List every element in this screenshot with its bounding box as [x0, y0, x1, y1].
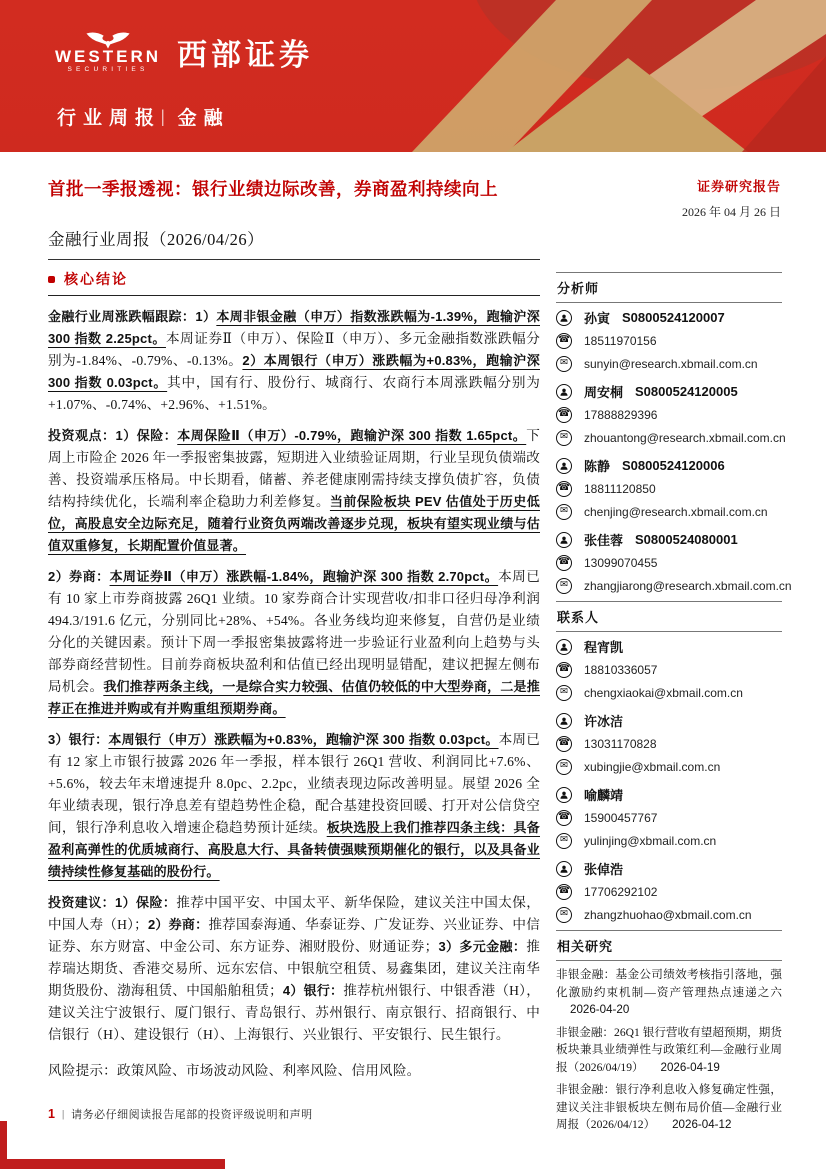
tagline-separator: |: [161, 106, 172, 126]
analyst-name: 张佳蓉: [584, 533, 624, 548]
text-segment: 本周已有 12 家上市银行披露 2026 年一季报，样本银行 26Q1 营收、利润同比+7.6%、+5.6%，较去年末增速提升 8.0pc、2.2pc，业绩表现边际改善明显。展望 2026 全年业绩表现，银行净息差有望趋势性企稳，配合基建投资回暖、打开对公信贷空间，银行净利息收入增速企稳趋势预计延续。: [48, 732, 540, 835]
contact-entry: [556, 632, 782, 706]
contact-phone-row: [556, 880, 782, 903]
analyst-phone: 17888829396: [584, 407, 658, 422]
report-body: [48, 306, 540, 1082]
text-segment: 2）本周银行（申万）涨跌幅为+0.83%，跑输沪深 300 指数 0.03pct。: [48, 353, 540, 390]
analyst-entry: [556, 525, 792, 599]
contact-name: 许冰洁: [584, 714, 624, 729]
person-icon: [556, 532, 572, 548]
person-icon: [556, 384, 572, 400]
text-segment: 板块选股上我们推荐四条主线：具备盈利高弹性的优质城商行、高股息大行、具备转债强赎预期催化的银行，以及具备业绩持续性修复基础的股份行。: [48, 820, 540, 879]
analyst-phone: 18811120850: [584, 481, 656, 496]
core-conclusion-header: [48, 269, 540, 296]
text-segment: 其中，国有行、股份行、城商行、农商行本周涨跌幅分别为+1.07%、-0.74%、+2.96%、+1.51%。: [48, 375, 541, 412]
contact-phone: 17706292102: [584, 884, 658, 899]
text-segment: 推荐杭州银行、中银香港（H），建议关注宁波银行、厦门银行、青岛银行、苏州银行、南京银行、招商银行、中信银行（H）、建设银行（H）、上海银行、兴业银行、平安银行、民生银行。: [48, 983, 540, 1042]
analyst-entry: [556, 303, 782, 377]
contact-phone: 13031170828: [584, 736, 657, 751]
phone-icon: ☎: [556, 810, 572, 826]
text-segment: 推荐中国平安、中国太平、新华保险，建议关注中国太保，中国人寿（H）；: [48, 895, 541, 932]
analyst-email-row: [556, 500, 782, 523]
report-type-label: 证券研究报告: [696, 179, 781, 194]
email-icon: ✉: [556, 759, 572, 775]
person-icon: [556, 861, 572, 877]
analyst-name-row: [556, 528, 782, 551]
analyst-phone-row: [556, 551, 782, 574]
analyst-email[interactable]: sunyin@research.xbmail.com.cn: [584, 356, 758, 371]
contact-phone-row: [556, 658, 782, 681]
email-icon: ✉: [556, 685, 572, 701]
analyst-email-row: [556, 352, 782, 375]
page-number: 1: [48, 1107, 55, 1121]
person-icon: [556, 787, 572, 803]
text-segment: 金融行业周涨跌幅跟踪：1）: [48, 309, 217, 324]
analyst-phone-row: [556, 329, 782, 352]
contact-entry: [556, 854, 782, 928]
analyst-phone-row: [556, 403, 782, 426]
text-segment: 投资观点：1）保险：: [48, 428, 178, 443]
logo-chinese-name: 西部证券: [177, 39, 313, 72]
related-research-item[interactable]: [556, 1081, 782, 1134]
related-research-date: 2026-04-19: [660, 1060, 720, 1074]
related-research-text: 非银金融：基金公司绩效考核指引落地，强化激励约束机制—资产管理热点速递之六: [556, 968, 782, 999]
contact-phone: 18810336057: [584, 662, 658, 677]
phone-icon: ☎: [556, 662, 572, 678]
analyst-email[interactable]: zhouantong@research.xbmail.com.cn: [584, 430, 786, 445]
analyst-phone-row: [556, 477, 782, 500]
paragraph-market-review: [48, 306, 540, 416]
analyst-name-row: [556, 380, 782, 403]
paragraph-view-brokers: [48, 566, 540, 720]
contact-email-row: [556, 681, 782, 704]
text-segment: 推荐国泰海通、华泰证券、广发证券、兴业证券、中信证券、东方财富、中金公司、东方证券、湘财股份、财通证券；: [48, 917, 540, 954]
person-icon: [556, 458, 572, 474]
banner-tagline: [57, 103, 230, 130]
contact-name: 喻麟靖: [584, 788, 624, 803]
analyst-cert-id: S0800524120006: [622, 458, 725, 473]
text-segment: 投资建议：1）保险：: [48, 895, 177, 910]
contact-phone: 15900457767: [584, 810, 658, 825]
analyst-entry: [556, 451, 782, 525]
paragraph-view-insurance: [48, 425, 540, 557]
text-segment: 风险提示：政策风险、市场波动风险、利率风险、信用风险。: [48, 1063, 421, 1078]
related-research-section-title: 相关研究: [556, 930, 782, 961]
company-logo: [55, 30, 313, 74]
contact-name-row: [556, 709, 782, 732]
phone-icon: ☎: [556, 736, 572, 752]
contact-email[interactable]: chengxiaokai@xbmail.com.cn: [584, 685, 743, 700]
logo-en-block: [55, 30, 161, 74]
logo-western-text: WESTERN: [55, 47, 161, 67]
analyst-name: 周安桐: [584, 385, 624, 400]
analyst-section-title: 分析师: [556, 272, 782, 303]
related-research-text: 非银金融：26Q1 银行营收有望超预期，期货板块兼具业绩弹性与政策红利—金融行业周报（2026/04/19）: [556, 1025, 782, 1074]
paragraph-risk-warning: [48, 1060, 540, 1082]
contact-entry: [556, 780, 782, 854]
text-segment: 2）券商：: [48, 569, 110, 584]
analyst-name: 陈静: [584, 459, 611, 474]
text-segment: 3）银行：: [48, 732, 109, 747]
contact-phone-row: [556, 806, 782, 829]
phone-icon: ☎: [556, 884, 572, 900]
text-segment: 本周银行（申万）涨跌幅为+0.83%，跑输沪深 300 指数 0.03pct。: [108, 732, 499, 747]
report-title: 首批一季报透视：银行业绩边际改善，券商盈利持续向上: [48, 179, 498, 199]
person-icon: [556, 713, 572, 729]
email-icon: ✉: [556, 907, 572, 923]
text-segment: 本周已有 10 家上市券商披露 26Q1 业绩。10 家券商合计实现营收/扣非口径归母净利润 494.3/191.6 亿元，分别同比+28%、+54%。各业务线均迎来修复，自营仍是业绩分化的关键因素。预计下周一季报密集披露将进一步验证行业盈利向上趋势与头部券商经营韧性。目前券商板块盈利和估值已经出现明显错配，建议把握左侧布局机会。: [48, 569, 540, 694]
phone-icon: ☎: [556, 333, 572, 349]
analyst-name-row: [556, 306, 782, 329]
related-research-item[interactable]: [556, 966, 782, 1019]
text-segment: 我们推荐两条主线，一是综合实力较强、估值仍较低的中大型券商，二是推荐正在推进并购或有并购重组预期券商。: [48, 679, 540, 716]
contact-name-row: [556, 857, 782, 880]
report-subtitle: 金融行业周报（2026/04/26）: [48, 226, 540, 260]
analyst-email-row: [556, 574, 792, 597]
tagline-industry: 金融: [177, 108, 230, 129]
analyst-name-row: [556, 454, 782, 477]
report-date: 2026 年 04 月 26 日: [681, 205, 781, 219]
contact-name-row: [556, 783, 782, 806]
analyst-phone: 18511970156: [584, 333, 657, 348]
contact-email-row: [556, 755, 782, 778]
text-segment: 本周保险Ⅱ（申万）-0.79%，跑输沪深 300 指数 1.65pct。: [177, 428, 527, 443]
footer: [48, 1106, 313, 1122]
analyst-email-row: [556, 426, 786, 449]
analyst-name: 孙寅: [584, 311, 611, 326]
paragraph-investment-advice: [48, 892, 540, 1046]
contact-email[interactable]: yulinjing@xbmail.com.cn: [584, 833, 717, 848]
related-research-date: 2026-04-20: [570, 1003, 630, 1016]
text-segment: 当前保险板块 PEV 估值处于历史低位，高股息安全边际充足，随着行业资负两端改善逐步兑现，板块有望实现业绩与估值双重修复，长期配置价值显著。: [48, 494, 540, 553]
text-segment: 4）银行：: [282, 983, 344, 998]
footer-separator: |: [61, 1108, 65, 1120]
email-icon: ✉: [556, 578, 572, 594]
email-icon: ✉: [556, 430, 572, 446]
text-segment: 3）多元金融：: [438, 939, 527, 954]
analyst-entry: [556, 377, 786, 451]
related-research-item[interactable]: [556, 1024, 782, 1077]
email-icon: ✉: [556, 356, 572, 372]
related-research-date: 2026-04-12: [672, 1118, 732, 1131]
analyst-phone: 13099070455: [584, 555, 658, 570]
report-meta: [556, 176, 781, 220]
contact-phone-row: [556, 732, 782, 755]
text-segment: 下周上市险企 2026 年一季报密集披露，短期进入业绩验证周期，行业呈现负债端改善、投资端承压格局。中长期看，储蓄、养老健康刚需持续支撑负债扩容，负债结构持续优化，长端利率企稳助力利差修复。: [48, 428, 541, 509]
analyst-cert-id: S0800524120005: [635, 384, 738, 399]
header-banner: [0, 0, 826, 152]
sidebar: [556, 272, 792, 1134]
text-segment: 本周证券Ⅱ（申万）、保险Ⅱ（申万）、多元金融指数涨跌幅分别为-1.84%、-0.79%、-0.13%。: [48, 331, 540, 368]
email-icon: ✉: [556, 833, 572, 849]
person-icon: [556, 639, 572, 655]
contact-email-row: [556, 903, 782, 926]
analyst-cert-id: S0800524080001: [635, 532, 738, 547]
footer-corner-bar-horizontal: [0, 1159, 225, 1169]
contact-section-title: 联系人: [556, 601, 782, 632]
contact-email[interactable]: zhangzhuohao@xbmail.com.cn: [584, 907, 752, 922]
text-segment: 本周非银金融（申万）指数涨跌幅为-1.39%，跑输沪深 300 指数 2.25pct。: [48, 309, 540, 346]
phone-icon: ☎: [556, 481, 572, 497]
footer-disclaimer: 请务必仔细阅读报告尾部的投资评级说明和声明: [71, 1109, 313, 1121]
contact-entry: [556, 706, 782, 780]
person-icon: [556, 310, 572, 326]
analyst-email[interactable]: zhangjiarong@research.xbmail.com.cn: [584, 578, 792, 593]
phone-icon: ☎: [556, 407, 572, 423]
contact-email-row: [556, 829, 782, 852]
contact-name-row: [556, 635, 782, 658]
contact-email[interactable]: xubingjie@xbmail.com.cn: [584, 759, 721, 774]
text-segment: 本周证券Ⅱ（申万）涨跌幅-1.84%，跑输沪深 300 指数 2.70pct。: [109, 569, 499, 584]
related-research-text: 非银金融：银行净利息收入修复确定性强，建议关注非银板块左侧布局价值—金融行业周报（2026/04/12）: [556, 1083, 782, 1131]
logo-securities-text: SECURITIES: [67, 66, 149, 74]
contact-name: 张倬浩: [584, 862, 624, 877]
tagline-category: 行业周报: [57, 108, 162, 129]
email-icon: ✉: [556, 504, 572, 520]
main-column: [48, 226, 540, 1091]
contact-name: 程宵凯: [584, 640, 624, 655]
analyst-cert-id: S0800524120007: [622, 310, 725, 325]
section-title: 核心结论: [64, 273, 128, 288]
paragraph-view-banks: [48, 729, 540, 883]
text-segment: 2）券商：: [147, 917, 209, 932]
section-bullet-icon: [48, 276, 55, 283]
phone-icon: ☎: [556, 555, 572, 571]
analyst-email[interactable]: chenjing@research.xbmail.com.cn: [584, 504, 768, 519]
text-segment: 推荐瑞达期货、香港交易所、远东宏信、中银航空租赁、易鑫集团，建议关注南华期货股份、渤海租赁、中国船舶租赁；: [48, 939, 540, 998]
